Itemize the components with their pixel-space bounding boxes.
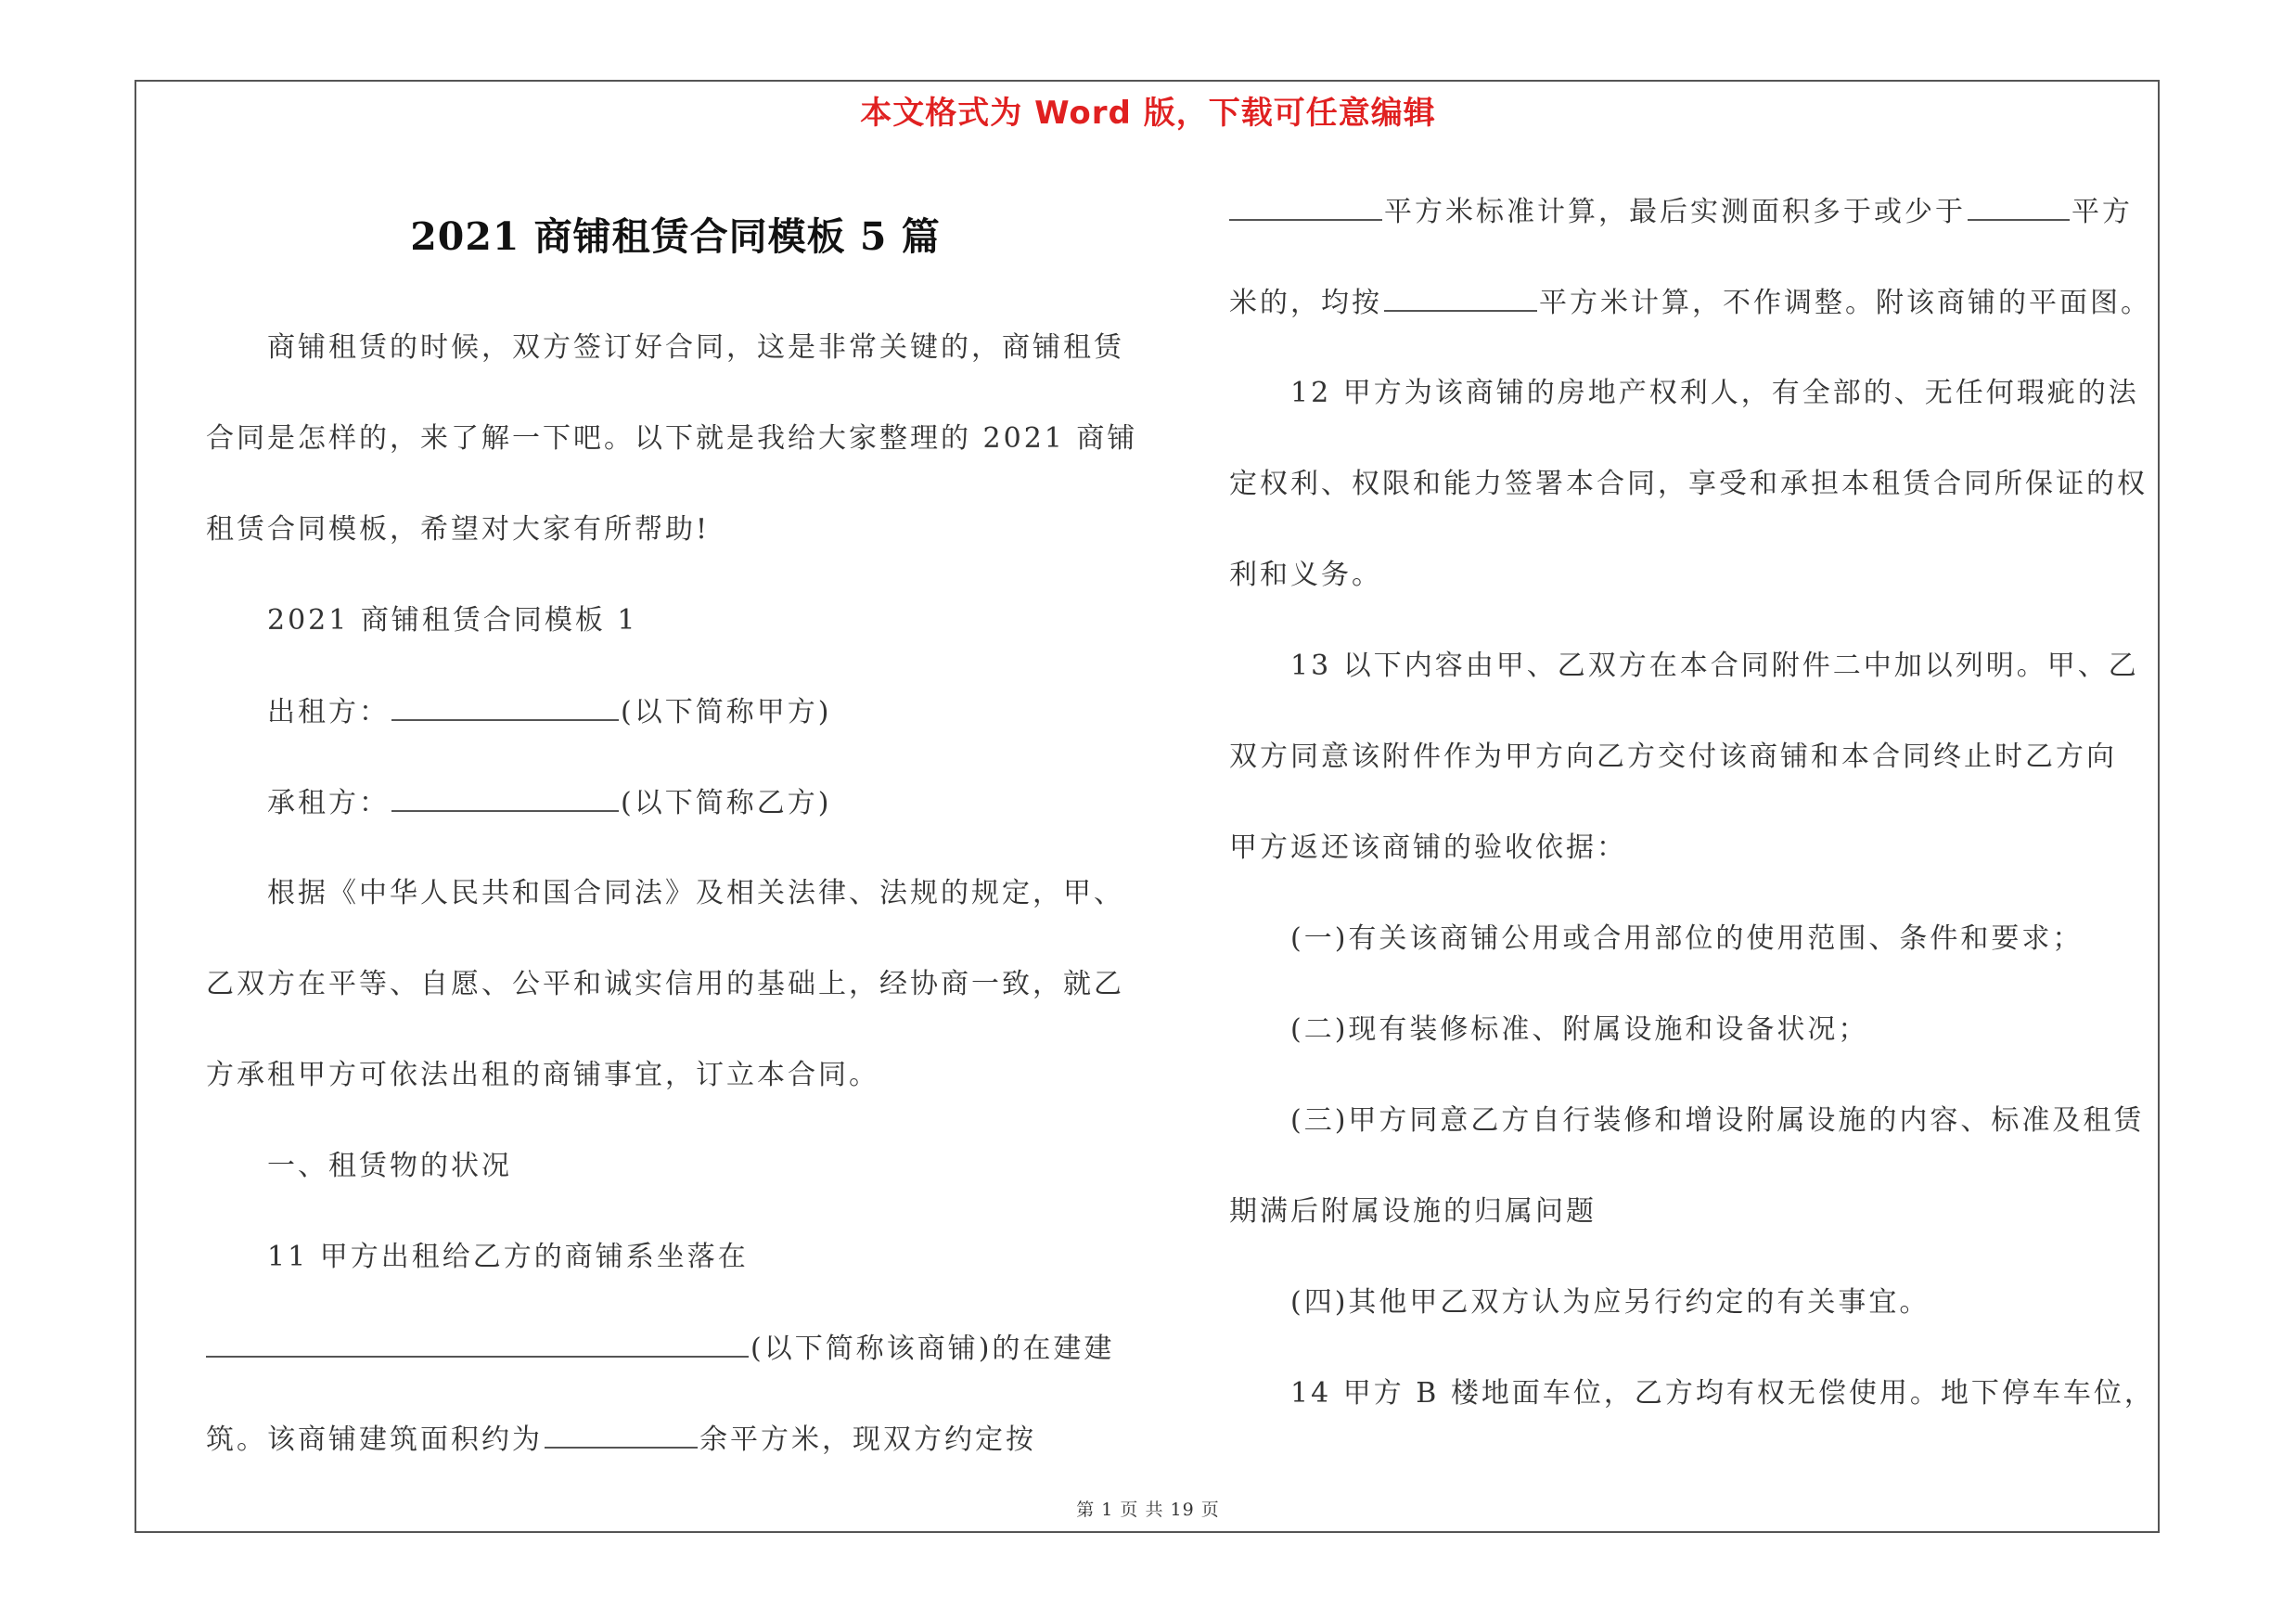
clause-11-text-3b: 余平方米，现双方约定按 bbox=[699, 1423, 1036, 1456]
clause-13-line-1: 13 以下内容由甲、乙双方在本合同附件二中加以列明。甲、乙 bbox=[1290, 650, 2139, 682]
list-item-3-line-2: 期满后附属设施的归属问题 bbox=[1229, 1195, 1597, 1228]
lessee-line bbox=[267, 784, 831, 822]
clause-13-line-2: 双方同意该附件作为甲方向乙方交付该商铺和本合同终止时乙方向 bbox=[1229, 741, 2117, 773]
lessor-name-blank bbox=[391, 693, 619, 721]
section-heading-1: 一、租赁物的状况 bbox=[267, 1150, 512, 1182]
basis-line-3: 方承租甲方可依法出租的商铺事宜，订立本合同。 bbox=[206, 1059, 879, 1091]
area-text-2a: 米的，均按 bbox=[1229, 287, 1382, 319]
clause-11-text-2: (以下简称该商铺)的在建建 bbox=[750, 1333, 1115, 1365]
area-line-2 bbox=[1229, 284, 2151, 322]
clause-11-text-3a: 筑。该商铺建筑面积约为 bbox=[206, 1423, 543, 1456]
area-text-1b: 平方 bbox=[2072, 196, 2133, 228]
difference-area-blank bbox=[1968, 193, 2070, 221]
clause-12-line-1: 12 甲方为该商铺的房地产权利人，有全部的、无任何瑕疵的法 bbox=[1290, 377, 2139, 409]
lessor-label: 出租方： bbox=[267, 696, 390, 728]
clause-13-line-3: 甲方返还该商铺的验收依据： bbox=[1229, 831, 1627, 864]
intro-line-2: 合同是怎样的，来了解一下吧。以下就是我给大家整理的 2021 商铺 bbox=[206, 422, 1138, 455]
area-line-1 bbox=[1229, 193, 2133, 231]
basis-line-1: 根据《中华人民共和国合同法》及相关法律、法规的规定，甲、 bbox=[267, 877, 1124, 909]
page-number: 第 1 页 共 19 页 bbox=[1076, 1500, 1220, 1520]
calculated-area-blank bbox=[1384, 284, 1537, 312]
list-item-1: (一)有关该商铺公用或合用部位的使用范围、条件和要求； bbox=[1290, 922, 2084, 955]
list-item-4: (四)其他甲乙双方认为应另行约定的有关事宜。 bbox=[1290, 1286, 1930, 1319]
lessee-name-blank bbox=[391, 784, 619, 812]
standard-area-blank bbox=[1229, 193, 1382, 221]
intro-line-1: 商铺租赁的时候，双方签订好合同，这是非常关键的，商铺租赁 bbox=[267, 331, 1124, 364]
lessor-suffix: (以下简称甲方) bbox=[621, 696, 832, 728]
lessor-line bbox=[267, 693, 831, 731]
lessee-suffix: (以下简称乙方) bbox=[621, 787, 832, 819]
clause-11-line-1: 11 甲方出租给乙方的商铺系坐落在 bbox=[267, 1241, 749, 1273]
location-blank bbox=[206, 1330, 749, 1358]
area-text-2b: 平方米计算，不作调整。附该商铺的平面图。 bbox=[1539, 287, 2151, 319]
clause-14-line-1: 14 甲方 B 楼地面车位，乙方均有权无偿使用。地下停车车位， bbox=[1290, 1377, 2155, 1410]
word-format-banner: 本文格式为 Word 版，下载可任意编辑 bbox=[860, 95, 1436, 132]
template-heading: 2021 商铺租赁合同模板 1 bbox=[267, 604, 638, 637]
clause-11-line-3 bbox=[206, 1421, 1036, 1459]
list-item-3-line-1: (三)甲方同意乙方自行装修和增设附属设施的内容、标准及租赁 bbox=[1290, 1104, 2145, 1137]
list-item-2: (二)现有装修标准、附属设施和设备状况； bbox=[1290, 1013, 1869, 1046]
clause-12-line-3: 利和义务。 bbox=[1229, 559, 1382, 591]
area-text-1a: 平方米标准计算，最后实测面积多于或少于 bbox=[1384, 196, 1966, 228]
clause-11-line-2 bbox=[206, 1330, 1114, 1368]
clause-12-line-2: 定权利、权限和能力签署本合同，享受和承担本租赁合同所保证的权 bbox=[1229, 468, 2148, 500]
basis-line-2: 乙双方在平等、自愿、公平和诚实信用的基础上，经协商一致，就乙 bbox=[206, 968, 1124, 1000]
intro-line-3: 租赁合同模板，希望对大家有所帮助! bbox=[206, 513, 711, 546]
document-title: 2021 商铺租赁合同模板 5 篇 bbox=[410, 214, 941, 259]
lessee-label: 承租方： bbox=[267, 787, 390, 819]
area-blank bbox=[545, 1421, 698, 1449]
